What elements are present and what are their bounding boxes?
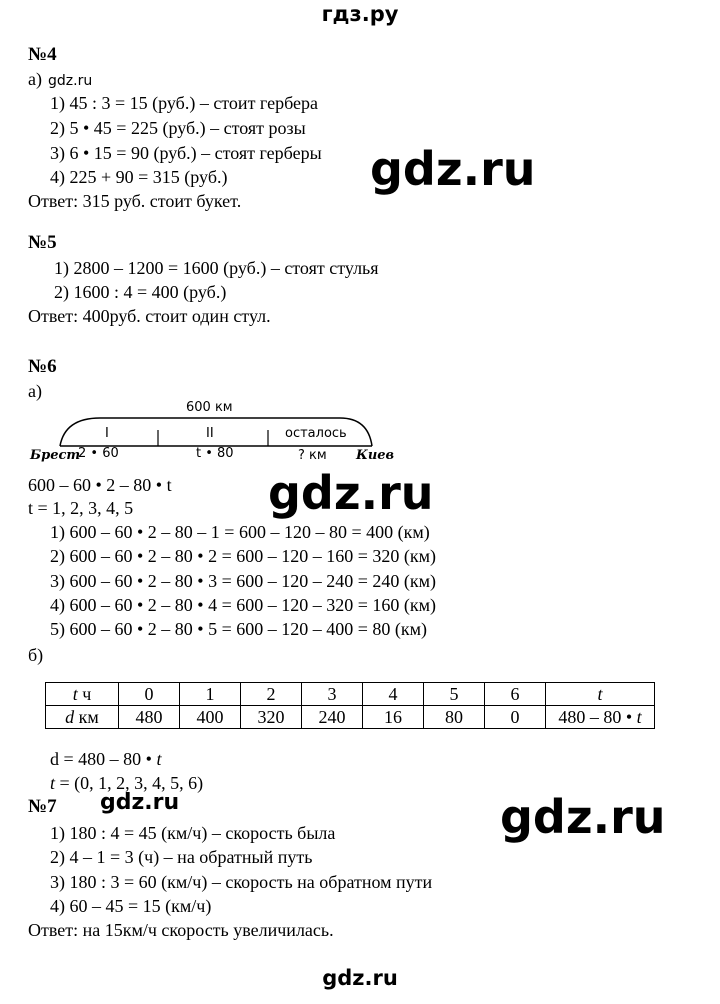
task6-heading: №6 xyxy=(28,356,57,377)
table-cell: 5 xyxy=(424,683,485,706)
task4-heading: №4 xyxy=(28,44,57,65)
task4-line-3: 3) 6 • 15 = 90 (руб.) – стоят герберы xyxy=(50,143,322,163)
task6-line-4: 4) 600 – 60 • 2 – 80 • 4 = 600 – 120 – 320 = 160 (км) xyxy=(50,595,437,615)
task4-line-1: 1) 45 : 3 = 15 (руб.) – стоит гербера xyxy=(50,93,318,113)
table-cell: 4 xyxy=(363,683,424,706)
diagram-label-3: ? км xyxy=(298,448,327,463)
task5-line-2: 2) 1600 : 4 = 400 (руб.) xyxy=(54,282,227,302)
task5-answer: Ответ: 400руб. стоит один стул. xyxy=(28,306,271,326)
watermark-big-3: gdz.ru xyxy=(500,790,666,844)
task4-part-a: а) xyxy=(28,69,42,89)
diagram-segment-1: I xyxy=(105,426,109,441)
task7-line-1: 1) 180 : 4 = 45 (км/ч) – скорость была xyxy=(50,823,336,843)
table-cell: 80 xyxy=(424,706,485,729)
table-cell: 2 xyxy=(241,683,302,706)
diagram-start-city: Брест xyxy=(30,448,81,463)
diagram-total-label: 600 км xyxy=(186,400,233,415)
time-distance-table xyxy=(45,682,655,729)
task4-line-2: 2) 5 • 45 = 225 (руб.) – стоят розы xyxy=(50,118,306,138)
task6-t-values: t = 1, 2, 3, 4, 5 xyxy=(28,498,134,518)
table-header-cell: t ч xyxy=(46,683,119,706)
table-cell: 6 xyxy=(485,683,546,706)
task6-line-2: 2) 600 – 60 • 2 – 80 • 2 = 600 – 120 – 160 = 320 (км) xyxy=(50,546,437,566)
task7-line-2: 2) 4 – 1 = 3 (ч) – на обратный путь xyxy=(50,847,313,867)
diagram-label-2: t • 80 xyxy=(196,446,234,461)
table-cell: 400 xyxy=(180,706,241,729)
task6-formula-d: d = 480 – 80 • t xyxy=(50,749,162,769)
table-cell: 16 xyxy=(363,706,424,729)
table-row xyxy=(46,683,655,706)
task7-line-3: 3) 180 : 3 = 60 (км/ч) – скорость на обратном пути xyxy=(50,872,433,892)
table-row xyxy=(46,706,655,729)
task4-answer: Ответ: 315 руб. стоит букет. xyxy=(28,191,242,211)
task7-line-4: 4) 60 – 45 = 15 (км/ч) xyxy=(50,896,212,916)
task7-answer: Ответ: на 15км/ч скорость увеличилась. xyxy=(28,920,334,940)
site-title: гдз.ру xyxy=(321,2,399,26)
task6-part-a: а) xyxy=(28,381,42,401)
table-cell: 3 xyxy=(302,683,363,706)
table-cell: 240 xyxy=(302,706,363,729)
table-cell: 320 xyxy=(241,706,302,729)
task6-line-5: 5) 600 – 60 • 2 – 80 • 5 = 600 – 120 – 400 = 80 (км) xyxy=(50,619,428,639)
table-cell: 0 xyxy=(485,706,546,729)
table-cell: 0 xyxy=(119,683,180,706)
table-header-cell: d км xyxy=(46,706,119,729)
diagram-label-1: 2 • 60 xyxy=(78,446,119,461)
task5-line-1: 1) 2800 – 1200 = 1600 (руб.) – стоят стулья xyxy=(54,258,379,278)
footer-watermark: gdz.ru xyxy=(322,966,398,990)
task6-part-b: б) xyxy=(28,645,44,665)
diagram-end-city: Киев xyxy=(356,448,395,463)
table-cell: 480 xyxy=(119,706,180,729)
table-cell: 480 – 80 • t xyxy=(546,706,655,729)
watermark-big-1: gdz.ru xyxy=(370,142,536,196)
watermark-mid: gdz.ru xyxy=(100,790,180,815)
task5-heading: №5 xyxy=(28,232,57,253)
task4-line-4: 4) 225 + 90 = 315 (руб.) xyxy=(50,167,228,187)
diagram-segment-2: II xyxy=(206,426,214,441)
table-cell: t xyxy=(546,683,655,706)
task6-line-3: 3) 600 – 60 • 2 – 80 • 3 = 600 – 120 – 240 = 240 (км) xyxy=(50,571,437,591)
watermark-small: gdz.ru xyxy=(48,73,93,89)
task6-line-1: 1) 600 – 60 • 2 – 80 – 1 = 600 – 120 – 80 = 400 (км) xyxy=(50,522,430,542)
task6-t-range: t = (0, 1, 2, 3, 4, 5, 6) xyxy=(50,773,204,793)
diagram-segment-3: осталось xyxy=(285,426,347,441)
task6-expression: 600 – 60 • 2 – 80 • t xyxy=(28,475,172,495)
watermark-big-2: gdz.ru xyxy=(268,466,434,520)
table-cell: 1 xyxy=(180,683,241,706)
task7-heading: №7 xyxy=(28,796,57,817)
